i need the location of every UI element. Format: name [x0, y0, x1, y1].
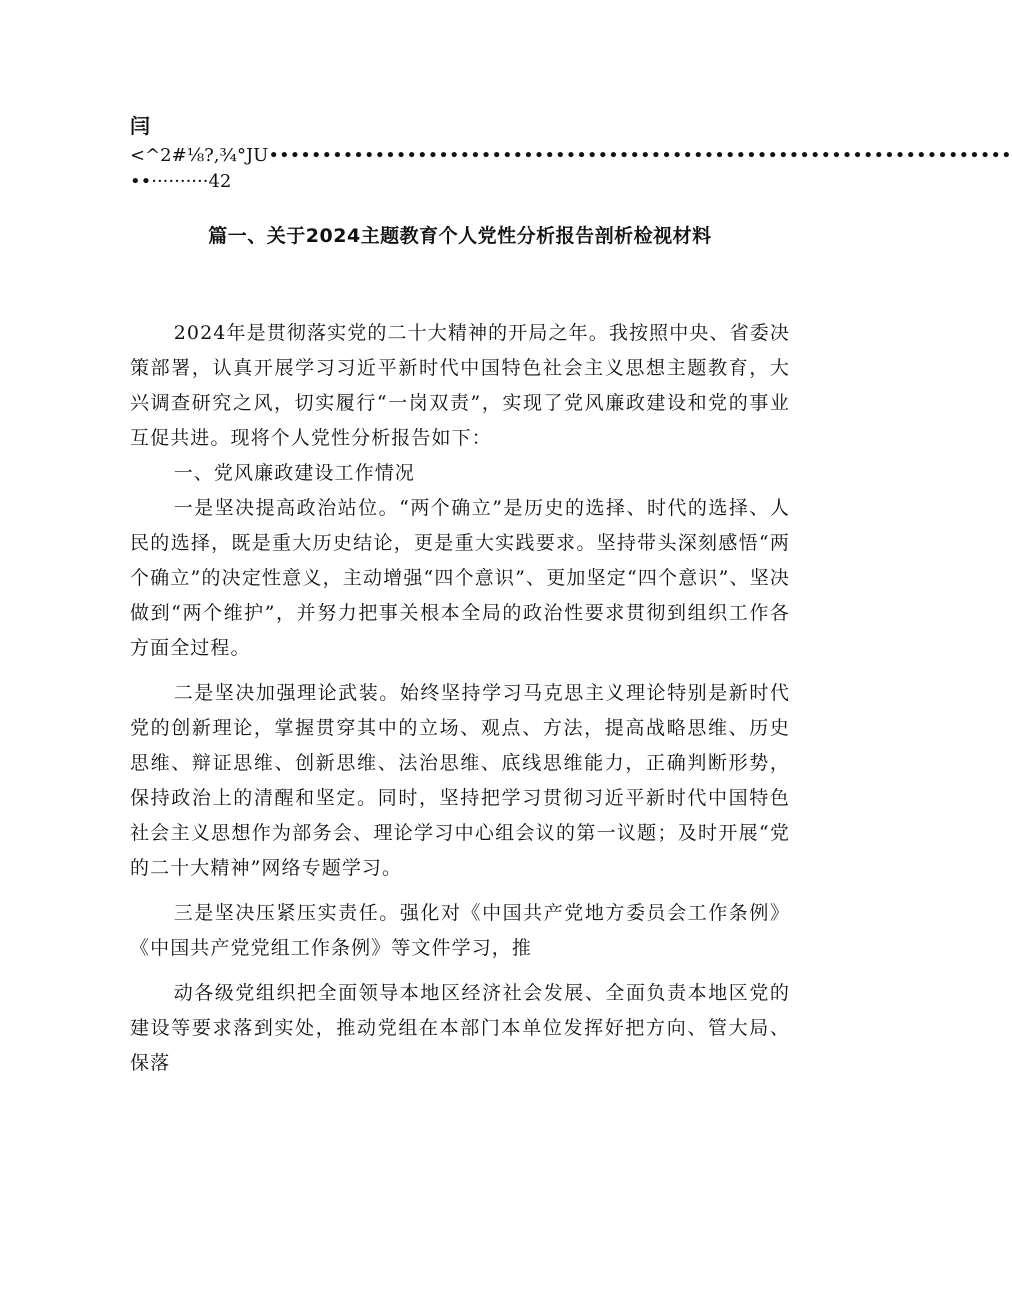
paragraph-responsibility: 三是坚决压紧压实责任。强化对《中国共产党地方委员会工作条例》《中国共产党党组工作条例》等文件学习，推	[130, 902, 790, 959]
toc-page-number: 42	[208, 171, 232, 192]
document-heading: 篇一、关于2024主题教育个人党性分析报告剖析检视材料	[208, 225, 712, 247]
paragraph-political-stance: 一是坚决提高政治站位。“两个确立”是历史的选择、时代的选择、人民的选择，既是重大历史结论，更是重大实践要求。坚持带头深刻感悟“两个确立”的决定性意义，主动增强“四个意识”、更加坚定“四个意识”、坚决做到“两个维护”，并努力把事关根本全局的政治性要求贯彻到组织工作各方面全过程。	[130, 497, 790, 659]
paragraph-gap	[130, 966, 790, 976]
paragraph-gap	[130, 886, 790, 896]
toc-entry[interactable]	[130, 144, 1012, 168]
section-title: 一、党风廉政建设工作情况	[173, 462, 415, 484]
toc-entry-continuation[interactable]	[130, 170, 231, 194]
toc-leader-dots: ••••••••••••••••••••••••••••••••••••••••••••••••••••••••••••••••••••••	[268, 145, 1012, 166]
toc-title: 闫	[130, 114, 151, 138]
intro-paragraph: 2024年是贯彻落实党的二十大精神的开局之年。我按照中央、省委决策部署，认真开展学习习近平新时代中国特色社会主义思想主题教育，大兴调查研究之风，切实履行“一岗双责”，实现了党风廉政建设和党的事业互促共进。现将个人党性分析报告如下：	[130, 322, 790, 449]
toc-entry-label: <^2#⅛?,¾°JU	[130, 145, 269, 166]
document-body	[130, 316, 790, 1081]
paragraph-gap	[130, 666, 790, 676]
paragraph-implementation: 动各级党组织把全面领导本地区经济社会发展、全面负责本地区党的建设等要求落到实处，推动党组在本部门本单位发挥好把方向、管大局、保落	[130, 982, 790, 1074]
toc-leader-dots-continued: ••··········	[130, 171, 209, 192]
paragraph-theory: 二是坚决加强理论武装。始终坚持学习马克思主义理论特别是新时代党的创新理论，掌握贯穿其中的立场、观点、方法，提高战略思维、历史思维、辩证思维、创新思维、法治思维、底线思维能力，正确判断形势，保持政治上的清醒和坚定。同时，坚持把学习贯彻习近平新时代中国特色社会主义思想作为部务会、理论学习中心组会议的第一议题；及时开展“党的二十大精神”网络专题学习。	[130, 682, 790, 879]
